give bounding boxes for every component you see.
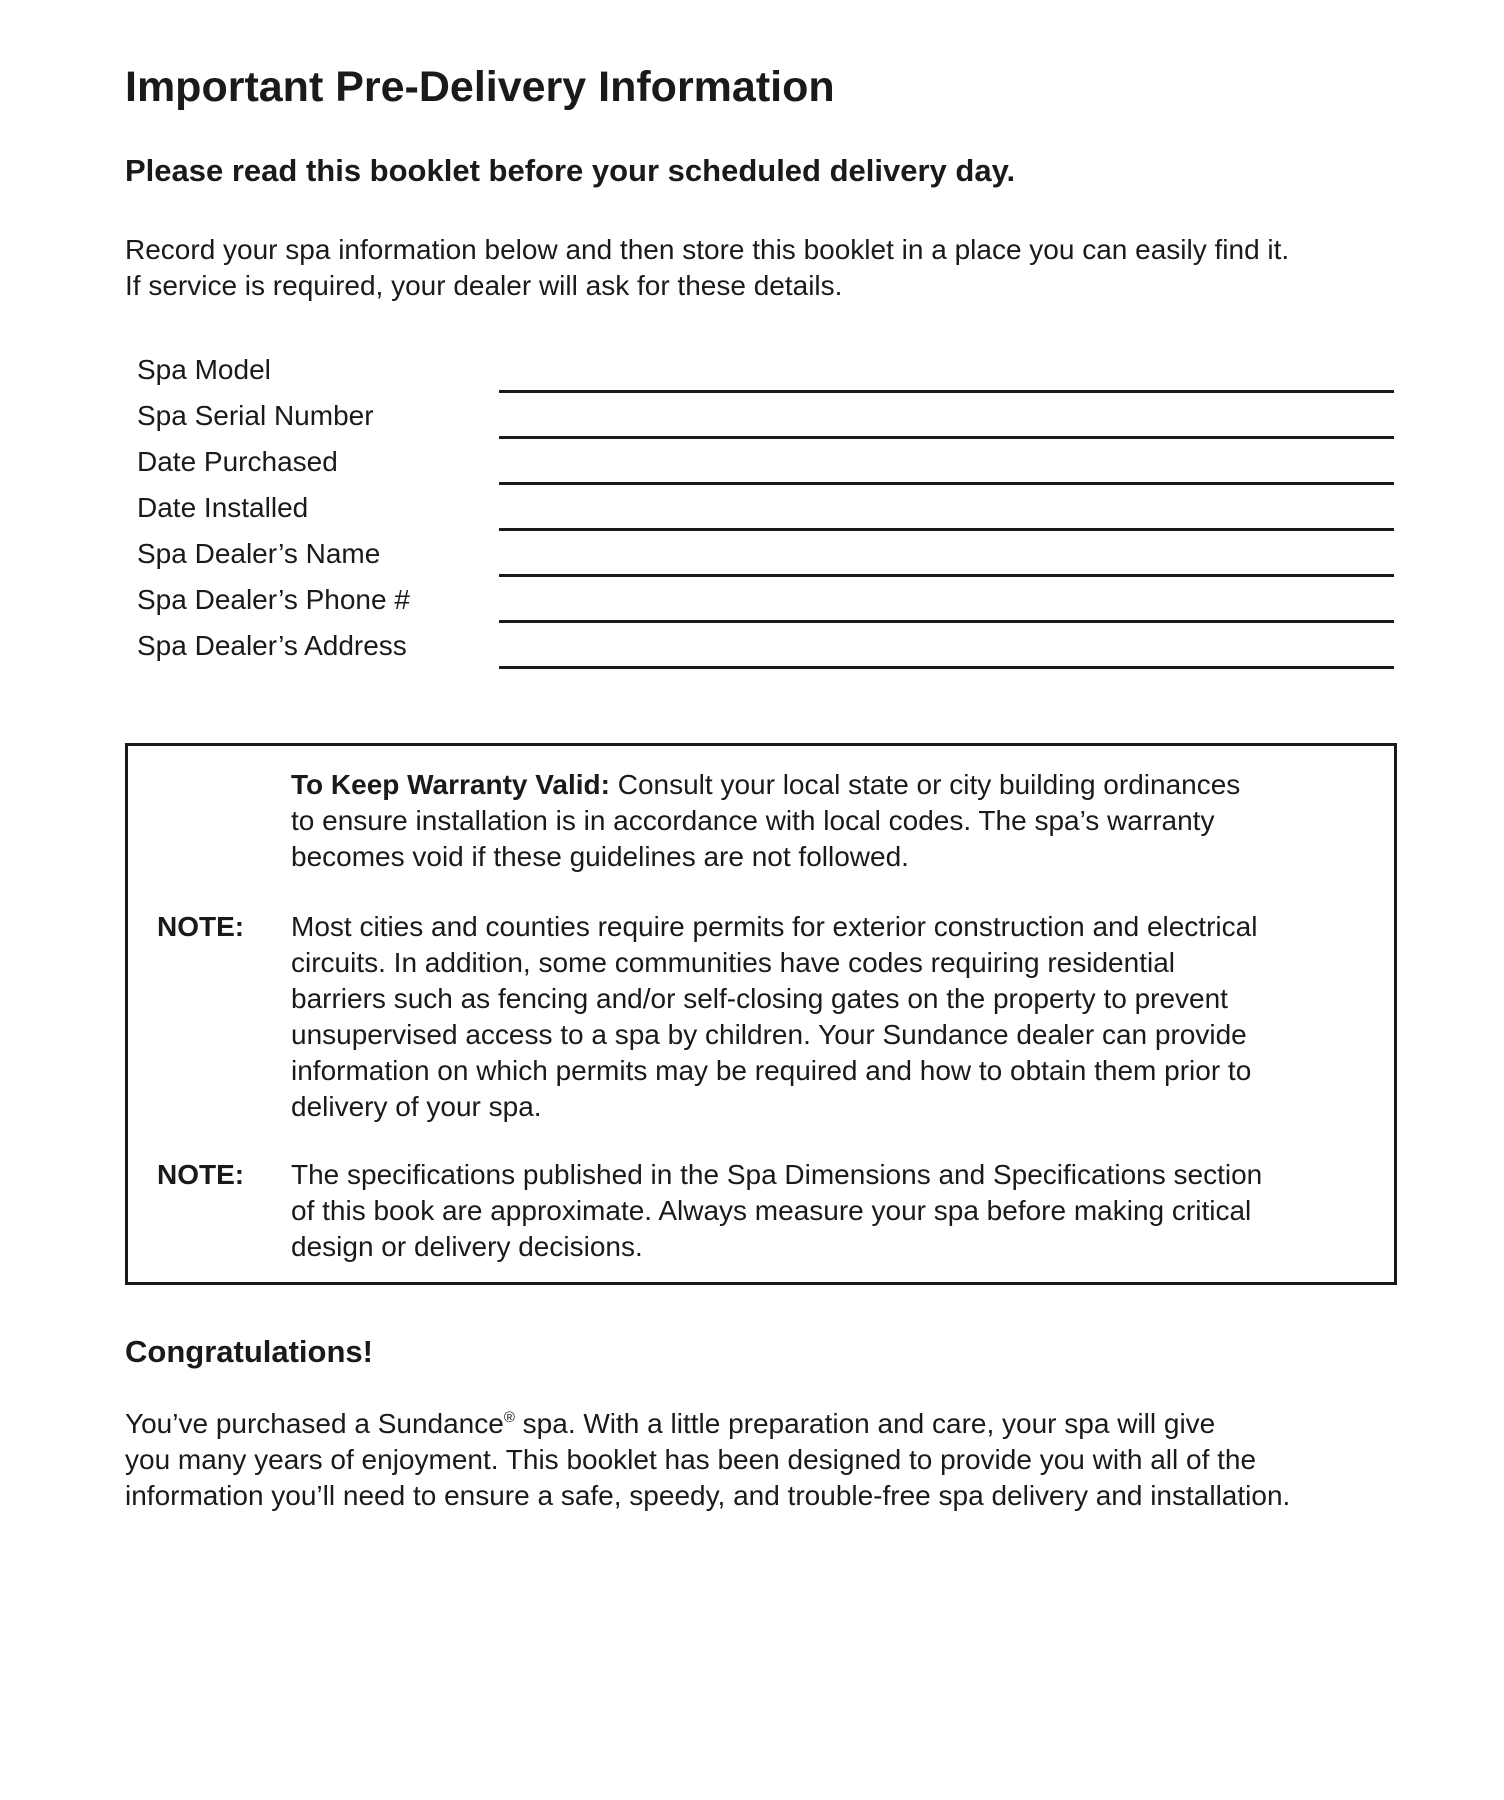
blank-line[interactable] — [499, 574, 1394, 577]
blank-line[interactable] — [499, 390, 1394, 393]
field-spa-model — [137, 350, 1397, 396]
field-label: Spa Dealer’s Name — [137, 538, 381, 569]
field-label: Spa Model — [137, 354, 271, 385]
note-line: of this book are approximate. Always measure your spa before making critical — [291, 1195, 1252, 1226]
note-line: circuits. In addition, some communities have codes requiring residential — [291, 947, 1175, 978]
field-dealer-phone — [137, 580, 1397, 626]
blank-line[interactable] — [499, 436, 1394, 439]
note-line: design or delivery decisions. — [291, 1231, 643, 1262]
page-title: Important Pre-Delivery Information — [125, 63, 835, 111]
warranty-line: to ensure installation is in accordance with local codes. The spa’s warranty — [291, 805, 1215, 836]
field-label: Spa Dealer’s Address — [137, 630, 407, 661]
congratulations-paragraph — [125, 1406, 1290, 1514]
notes-box — [125, 743, 1397, 1285]
congratulations-heading: Congratulations! — [125, 1334, 373, 1369]
field-label: Spa Serial Number — [137, 400, 374, 431]
blank-line[interactable] — [499, 666, 1394, 669]
intro-line: If service is required, your dealer will ask for these details. — [125, 270, 843, 301]
intro-paragraph — [125, 232, 1289, 304]
blank-line[interactable] — [499, 620, 1394, 623]
congrats-line-end: spa. With a little preparation and care, your spa will give — [514, 1408, 1216, 1439]
note-label: NOTE: — [157, 1159, 245, 1190]
field-label: Date Installed — [137, 492, 309, 523]
warranty-lead: To Keep Warranty Valid: — [291, 769, 610, 800]
warranty-line: becomes void if these guidelines are not followed. — [291, 841, 909, 872]
congrats-line-start: You’ve purchased a Sundance — [125, 1408, 504, 1439]
field-dealer-name — [137, 534, 1397, 580]
spa-info-form — [137, 350, 1397, 672]
note-line: The specifications published in the Spa Dimensions and Specifications section — [291, 1159, 1263, 1190]
specifications-text — [291, 1157, 1371, 1265]
page-subtitle: Please read this booklet before your scheduled delivery day. — [125, 153, 1016, 188]
field-date-purchased — [137, 442, 1397, 488]
note-line: Most cities and counties require permits for exterior construction and electrical — [291, 911, 1258, 942]
note-label: NOTE: — [157, 911, 245, 942]
congrats-line — [125, 1406, 1290, 1442]
field-label: Date Purchased — [137, 446, 338, 477]
warranty-line — [291, 767, 1371, 803]
permits-text — [291, 909, 1371, 1125]
warranty-text — [291, 767, 1371, 875]
note-line: delivery of your spa. — [291, 1091, 542, 1122]
note-line: unsupervised access to a spa by children. Your Sundance dealer can provide — [291, 1019, 1247, 1050]
warranty-line-rest: Consult your local state or city building ordinances — [609, 769, 1241, 800]
field-dealer-address — [137, 626, 1397, 672]
congrats-line: information you’ll need to ensure a safe, speedy, and trouble-free spa delivery and installation. — [125, 1480, 1291, 1511]
intro-line: Record your spa information below and then store this booklet in a place you can easily find it. — [125, 234, 1290, 265]
blank-line[interactable] — [499, 528, 1394, 531]
field-label: Spa Dealer’s Phone # — [137, 584, 410, 615]
field-spa-serial-number — [137, 396, 1397, 442]
congrats-line: you many years of enjoyment. This booklet has been designed to provide you with all of the — [125, 1444, 1257, 1475]
note-line: barriers such as fencing and/or self-closing gates on the property to prevent — [291, 983, 1228, 1014]
blank-line[interactable] — [499, 482, 1394, 485]
field-date-installed — [137, 488, 1397, 534]
registered-mark: ® — [503, 1409, 515, 1426]
note-line: information on which permits may be required and how to obtain them prior to — [291, 1055, 1252, 1086]
